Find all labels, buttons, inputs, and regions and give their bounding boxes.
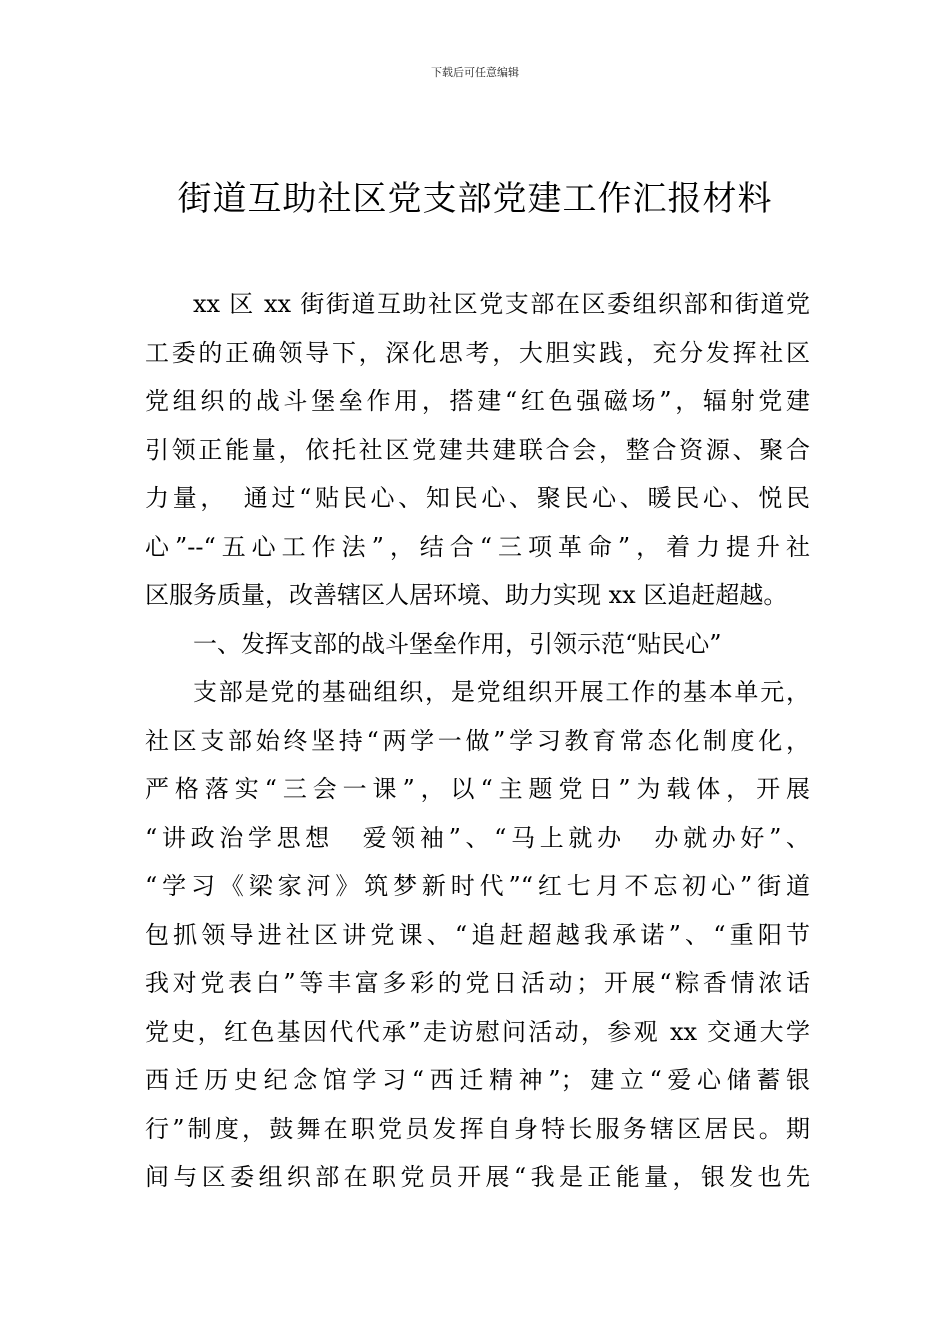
- text-line: 支部是党的基础组织，是党组织开展工作的基本单元，: [193, 678, 810, 706]
- text-line: 间与区委组织部在职党员开展“我是正能量，银发也先: [145, 1163, 810, 1191]
- text-line: 严格落实“三会一课”，以“主题党日”为载体，开展: [145, 775, 810, 803]
- text-line: 区服务质量，改善辖区人居环境、助力实现 xx 区追赶超越。: [145, 581, 788, 609]
- text-line: 社区支部始终坚持“两学一做”学习教育常态化制度化，: [145, 726, 810, 755]
- text-line: 一、发挥支部的战斗堡垒作用，引领示范“贴民心”: [193, 629, 722, 658]
- document-body: [145, 280, 810, 1202]
- text-line: 行”制度，鼓舞在职党员发挥自身特长服务辖区居民。期: [145, 1114, 810, 1143]
- text-line: 党史，红色基因代代承”走访慰问活动，参观 xx 交通大学: [145, 1017, 810, 1046]
- text-line: 引领正能量，依托社区党建共建联合会，整合资源、聚合: [145, 435, 810, 464]
- text-line: “学习《梁家河》筑梦新时代”“红七月不忘初心”街道: [145, 872, 810, 900]
- text-line: 力量， 通过“贴民心、知民心、聚民心、暖民心、悦民: [145, 484, 810, 512]
- text-line: 我对党表白”等丰富多彩的党日活动；开展“粽香情浓话: [145, 969, 810, 997]
- document-title: 街道互助社区党支部党建工作汇报材料: [177, 179, 773, 219]
- text-line: 党组织的战斗堡垒作用，搭建“红色强磁场”，辐射党建: [145, 387, 810, 415]
- text-line: xx 区 xx 街街道互助社区党支部在区委组织部和街道党: [193, 290, 810, 318]
- download-note: 下载后可任意编辑: [431, 66, 519, 79]
- text-line: 工委的正确领导下，深化思考，大胆实践，充分发挥社区: [145, 338, 810, 367]
- text-line: 西迁历史纪念馆学习“西迁精神”；建立“爱心储蓄银: [145, 1066, 810, 1094]
- text-line: “讲政治学思想 爱领袖”、“马上就办 办就办好”、: [145, 823, 810, 852]
- text-line: 心”--“五心工作法”，结合“三项革命”，着力提升社: [145, 532, 810, 561]
- text-line: 包抓领导进社区讲党课、“追赶超越我承诺”、“重阳节: [145, 920, 810, 949]
